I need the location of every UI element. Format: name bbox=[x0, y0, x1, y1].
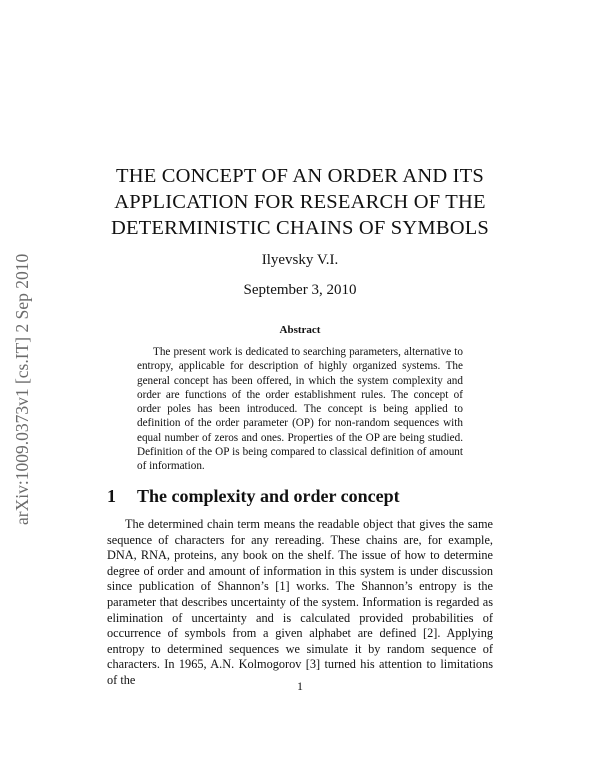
section-number: 1 bbox=[107, 486, 116, 506]
section-title: The complexity and order concept bbox=[137, 486, 400, 506]
section-body-text: The determined chain term means the readable object that gives the same sequence of characters for any rereading. These chains are, for example, DNA, RNA, proteins, any book on the shelf. The issue of how to determine degree of order and amount of information in this system is under discussion since publication of Shannon’s [1] works. The Shannon’s entropy is the parameter that describes uncertainty of the system. Information is regarded as elimination of uncertainty and is calculated provided probabilities of occurrence of symbols from a given alphabet are defined [2]. Applying entropy to determined sequences we simulate it by random sequence of characters. In 1965, A.N. Kolmogorov [3] turned his attention to limitations of the bbox=[107, 517, 493, 687]
author-name: Ilyevsky V.I. bbox=[261, 252, 339, 268]
section-heading bbox=[107, 486, 400, 507]
publication-date: September 3, 2010 bbox=[243, 282, 357, 298]
arxiv-identifier: arXiv:1009.0373v1 [cs.IT] 2 Sep 2010 bbox=[12, 253, 32, 525]
page-number: 1 bbox=[297, 679, 303, 693]
paper-title: THE CONCEPT OF AN ORDER AND ITS APPLICATION FOR RESEARCH OF THE DETERMINISTIC CHAINS OF SYMBOLS bbox=[110, 165, 490, 239]
arxiv-identifier-margin bbox=[12, 195, 38, 525]
abstract-text: The present work is dedicated to searching parameters, alternative to entropy, applicable for description of highly organized systems. The general concept has been offered, in which the system complexity and order are functions of the order establishment rules. The concept of order poles has been introduced. The concept is being applied to definition of the order parameter (OP) for non-random sequences with equal number of zeros and ones. Properties of the OP are being studied. Definition of the OP is being compared to classical definition of amount of information. bbox=[137, 346, 463, 473]
abstract-heading: Abstract bbox=[279, 324, 321, 336]
